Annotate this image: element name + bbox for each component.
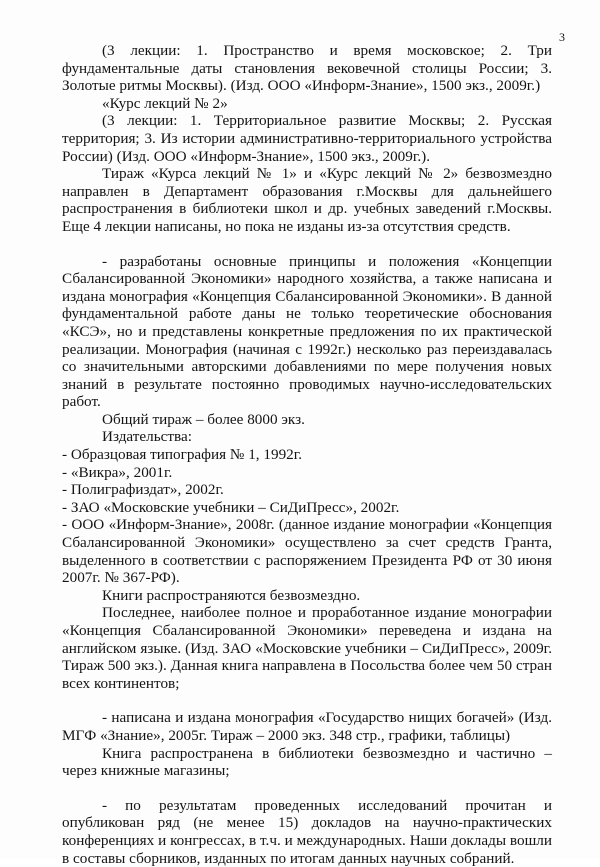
- paragraph-course-2-title: «Курс лекций № 2»: [102, 94, 228, 112]
- publisher-item: - ООО «Информ-Знание», 2008г. (данное издание монографии «Концепция Сбалансированной Экономики» осуществлено за счет средств Гранта, выделенного в соответствии с распоряжением Президента РФ от 30 июня 2007г. № 367-РФ).: [62, 516, 552, 587]
- paragraph-distribution: Тираж «Курса лекций № 1» и «Курс лекций № 2» безвозмездно направлен в Департамент образования г.Москвы для дальнейшего распространения в библиотеки школ и др. учебных заведений г.Москвы. Еще 4 лекции написаны, но пока не изданы из-за отсутствия средств.: [62, 165, 552, 235]
- paragraph-concept-monograph: - разработаны основные принципы и положения «Концепции Сбалансированной Экономики» народного хозяйства, а также написана и издана монография «Концепция Сбалансированной Экономики». В данной фундаментальной работе даны не только теоретические обоснования «КСЭ», но и представлены конкретные предложения по их практической реализации. Монография (начиная с 1992г.) несколько раз переиздавалась со значительными авторскими добавлениями по мере получения новых знаний в результате постоянно проводимых научно-исследовательских работ.: [62, 252, 552, 411]
- paragraph-english-edition: Последнее, наиболее полное и проработанное издание монографии «Концепция Сбалансированной Экономики» переведена и издана на английском языке. (Изд. ЗАО «Московские учебники – СиДиПресс», 2009г. Тираж 500 экз.). Данная книга направлена в Посольства более чем 50 стран всех континентов;: [62, 604, 552, 692]
- publisher-item: - ЗАО «Московские учебники – СиДиПресс», 2002г.: [62, 498, 400, 516]
- paragraph-reports: - по результатам проведенных исследований прочитан и опубликован ряд (не менее 15) докладов на научно-практических конференциях и конгрессах, в т.ч. и международных. Наши доклады вошли в составы сборников, изданных по итогам данных научных собраний.: [62, 796, 552, 867]
- page-number: 3: [559, 30, 565, 44]
- paragraph-state-monograph: - написана и издана монография «Государство нищих богачей» (Изд. МГФ «Знание», 2005г. Тираж – 2000 экз. 348 стр., графики, таблицы): [62, 709, 552, 744]
- paragraph-free-distribution: Книги распространяются безвозмездно.: [102, 586, 361, 604]
- paragraph-total-circulation: Общий тираж – более 8000 экз.: [102, 410, 305, 428]
- publisher-item: - Полиграфиздат», 2002г.: [62, 481, 224, 499]
- publisher-item: - Образцовая типография № 1, 1992г.: [62, 446, 303, 464]
- paragraph-book-distribution: Книга распространена в библиотеки безвозмездно и частично – через книжные магазины;: [62, 744, 552, 780]
- publisher-item: - «Викра», 2001г.: [62, 463, 173, 481]
- document-body: [62, 42, 552, 867]
- paragraph-lectures-1-contents: (3 лекции: 1. Пространство и время московское; 2. Три фундаментальные даты становления вековечной столицы России; 3. Золотые ритмы Москвы). (Изд. ООО «Информ-Знание», 1500 экз., 2009г.): [62, 42, 552, 95]
- paragraph-lectures-2-contents: (3 лекции: 1. Территориальное развитие Москвы; 2. Русская территория; 3. Из истории административно-территориального устройства России) (Изд. ООО «Информ-Знание», 1500 экз., 2009г.).: [62, 112, 552, 165]
- paragraph-publishers-heading: Издательства:: [102, 428, 192, 446]
